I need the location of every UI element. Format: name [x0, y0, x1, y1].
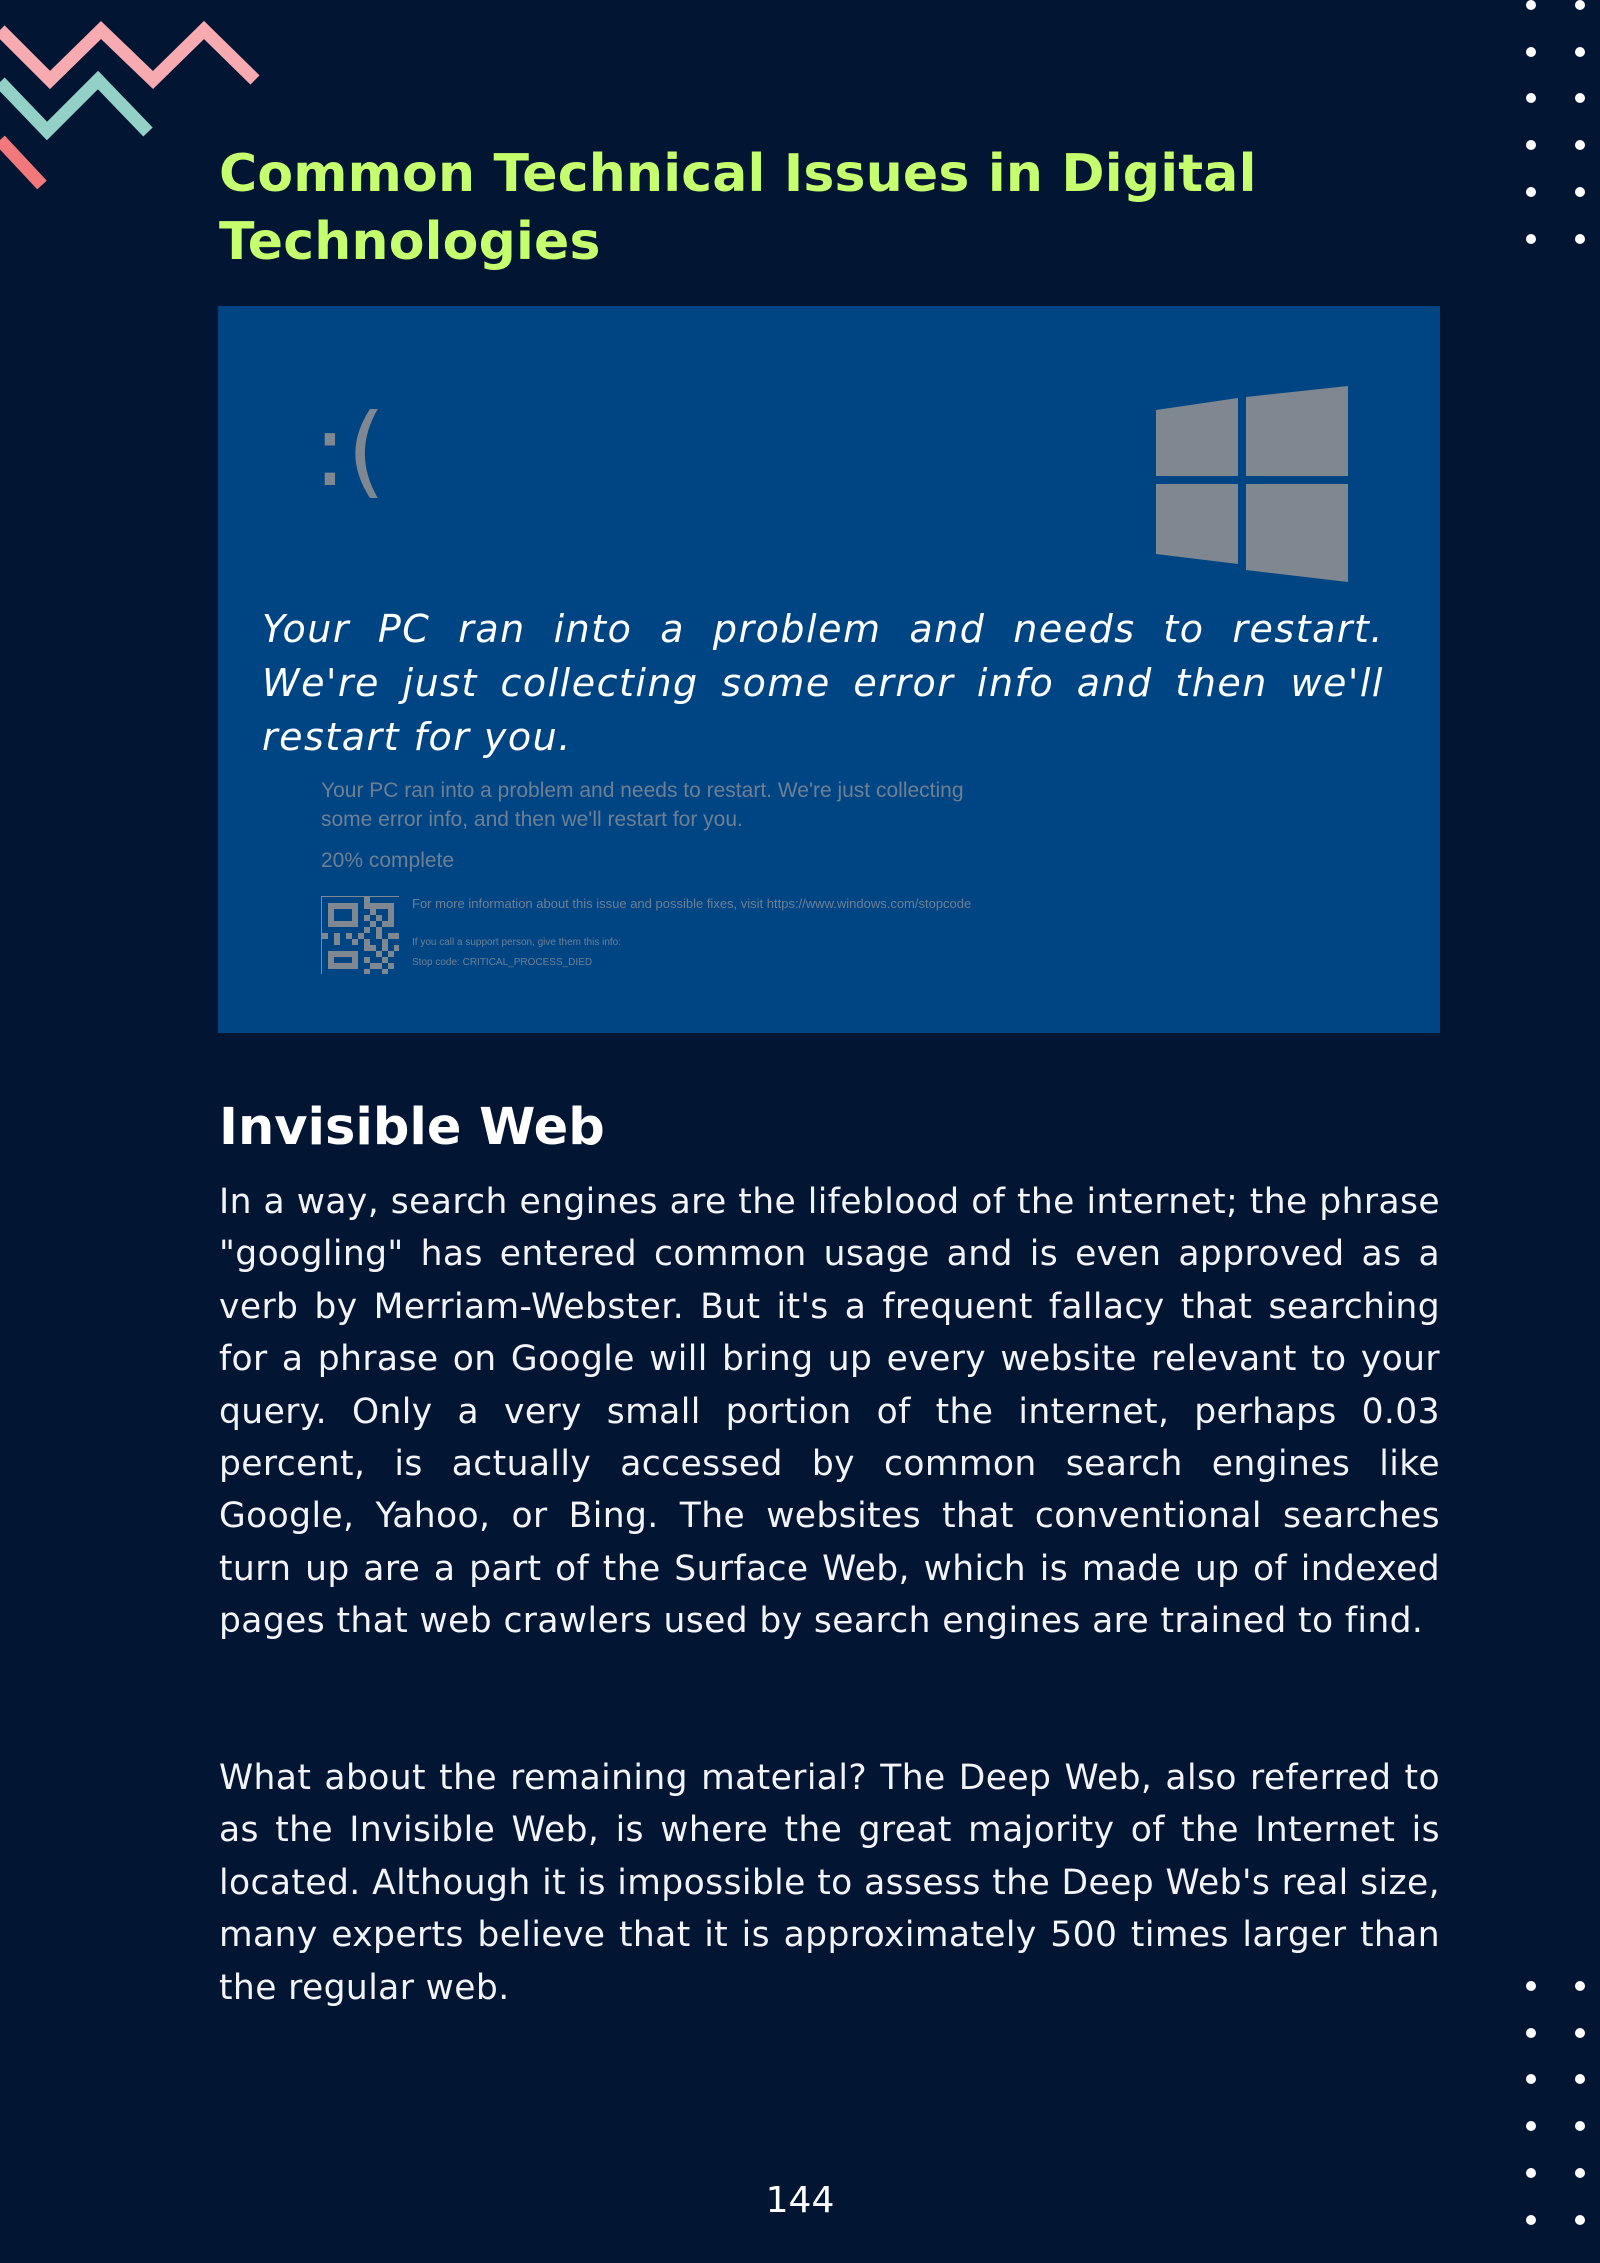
decorative-dot	[1526, 47, 1536, 57]
qr-code-icon	[321, 896, 399, 974]
decorative-dot	[1575, 93, 1585, 103]
page-title: Common Technical Issues in Digital Technologies	[219, 144, 1257, 272]
qr-module	[346, 957, 352, 963]
sad-face-emoticon: :(	[313, 392, 386, 509]
zigzag-teal	[0, 80, 148, 132]
bsod-message: Your PC ran into a problem and needs to restart. We're just collecting some error info, and then we'll restart for you.	[321, 779, 964, 831]
decorative-dot	[1526, 1981, 1536, 1991]
decorative-dot	[1526, 140, 1536, 150]
decorative-dot	[1526, 2074, 1536, 2084]
qr-module	[382, 915, 388, 921]
qr-module	[358, 969, 364, 975]
qr-module	[394, 969, 400, 975]
zigzag-coral	[0, 140, 42, 185]
decorative-dot	[1575, 2121, 1585, 2131]
bsod-stop-code: Stop code: CRITICAL_PROCESS_DIED	[412, 957, 593, 968]
decorative-dot	[1575, 2168, 1585, 2178]
decorative-dot	[1575, 2028, 1585, 2038]
decorative-dot-grid-top	[1520, 0, 1600, 254]
decorative-dot	[1526, 2121, 1536, 2131]
qr-module	[394, 939, 400, 945]
decorative-dot	[1575, 1981, 1585, 1991]
decorative-dot	[1526, 93, 1536, 103]
decorative-dot	[1526, 187, 1536, 197]
decorative-dot	[1526, 234, 1536, 244]
section-heading-invisible-web: Invisible Web	[219, 1098, 605, 1157]
decorative-dot	[1575, 47, 1585, 57]
bsod-overlay-caption: Your PC ran into a problem and needs to restart. We're just collecting some error info and then we'll restart for you.	[262, 607, 1384, 759]
decorative-dot	[1526, 2168, 1536, 2178]
body-paragraph-1: In a way, search engines are the lifeblood of the internet; the phrase "googling" has entered common usage and is even approved as a verb by Merriam-Webster. But it's a frequent fallacy that searching for a phrase on Google will bring up every website relevant to your query. Only a very small portion of the internet, perhaps 0.03 percent, is actually accessed by common search engines like Google, Yahoo, or Bing. The websites that conventional searches turn up are a part of the Surface Web, which is made up of indexed pages that web crawlers used by search engines are trained to find.	[219, 1182, 1440, 1642]
decorative-dot	[1575, 187, 1585, 197]
body-paragraph-2: What about the remaining material? The Deep Web, also referred to as the Invisible Web, is where the great majority of the Internet is located. Although it is impossible to assess the Deep Web's real size, many experts believe that it is approximately 500 times larger than the regular web.	[219, 1758, 1440, 2008]
decorative-dot	[1526, 0, 1536, 10]
zigzag-pink	[0, 30, 255, 80]
bsod-more-info: For more information about this issue and possible fixes, visit https://www.windows.com/stopcode	[412, 896, 972, 911]
page-number: 144	[765, 2180, 835, 2221]
qr-module	[346, 915, 352, 921]
decorative-dot	[1526, 2028, 1536, 2038]
qr-module	[394, 927, 400, 933]
windows-logo-icon	[1156, 386, 1348, 582]
bsod-screenshot-image	[218, 306, 1440, 1033]
decorative-dot	[1575, 2074, 1585, 2084]
qr-module	[376, 969, 382, 975]
bsod-progress: 20% complete	[321, 849, 455, 872]
decorative-dot	[1575, 0, 1585, 10]
decorative-dot	[1575, 234, 1585, 244]
bsod-support-info: If you call a support person, give them this info:	[412, 937, 621, 948]
decorative-dot	[1575, 140, 1585, 150]
